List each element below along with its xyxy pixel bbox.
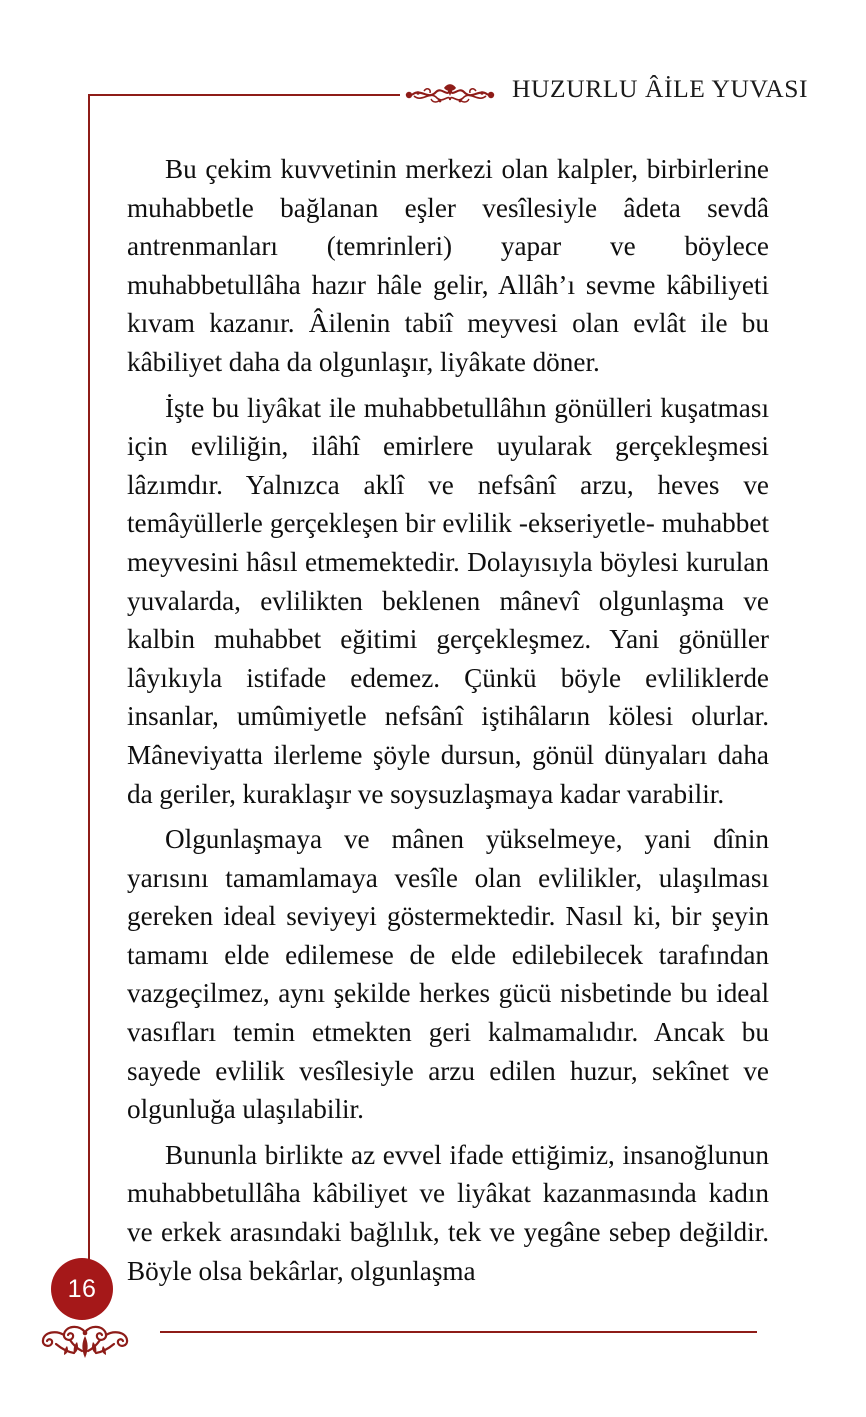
page-header xyxy=(0,72,866,122)
page-number-badge: 16 xyxy=(51,1258,113,1320)
header-rule xyxy=(88,94,400,96)
page-body xyxy=(127,150,769,1290)
floral-ornament-icon xyxy=(404,79,496,109)
body-paragraph: İşte bu liyâkat ile muhabbetullâhın gönülleri kuşatması için evliliğin, ilâhî emirlere uyularak gerçekleşmesi lâzımdır. Yalnızca aklî ve nefsânî arzu, heves ve temâyüllerle gerçekleşen bir evlilik -ekseriyetle- muhabbet meyvesini hâsıl etmemektedir. Dolayısıyla böylesi kurulan yuvalarda, evlilikten beklenen mânevî olgunlaşma ve kalbin muhabbet eğitimi gerçekleşmez. Yani gönüller lâyıkıyla istifade edemez. Çünkü böyle evliliklerde insanlar, umûmiyetle nefsânî iştihâların kölesi olurlar. Mâneviyatta ilerleme şöyle dursun, gönül dünyaları daha da geriler, kuraklaşır ve soysuzlaşmaya kadar varabilir. xyxy=(127,392,769,809)
footer-rule xyxy=(160,1331,757,1333)
body-paragraph: Bununla birlikte az evvel ifade ettiğimiz, insanoğlunun muhabbetullâha kâbiliyet ve liyâkat kazanmasında kadın ve erkek arasındaki bağlılık, tek ve yegâne sebep değildir. Böyle olsa bekârlar, olgunlaşma xyxy=(127,1139,769,1286)
body-paragraph: Bu çekim kuvvetinin merkezi olan kalpler, birbirlerine muhabbetle bağlanan eşler vesîlesiyle âdeta sevdâ antrenmanları (temrinleri) yapar ve böylece muhabbetullâha hazır hâle gelir, Allâh’ı sevme kâbiliyeti kıvam kazanır. Âilenin tabiî meyvesi olan evlât ile bu kâbiliyet daha da olgunlaşır, liyâkate döner. xyxy=(127,154,769,377)
floral-flourish-icon xyxy=(30,1322,140,1364)
page-title: HUZURLU ÂİLE YUVASI xyxy=(512,74,809,103)
left-border-rule xyxy=(88,94,90,1298)
body-paragraph: Olgunlaşmaya ve mânen yükselmeye, yani dînin yarısını tamamlamaya vesîle olan evlilikler, ulaşılması gereken ideal seviyeyi göstermektedir. Nasıl ki, bir şeyin tamamı elde edilemese de elde edilebilecek tarafından vazgeçilmez, aynı şekilde herkes gücü nisbetinde bu ideal vasıfları temin etmekten geri kalmamalıdır. Ancak bu sayede evlilik vesîlesiyle arzu edilen huzur, sekînet ve olgunluğa ulaşılabilir. xyxy=(127,824,769,1125)
